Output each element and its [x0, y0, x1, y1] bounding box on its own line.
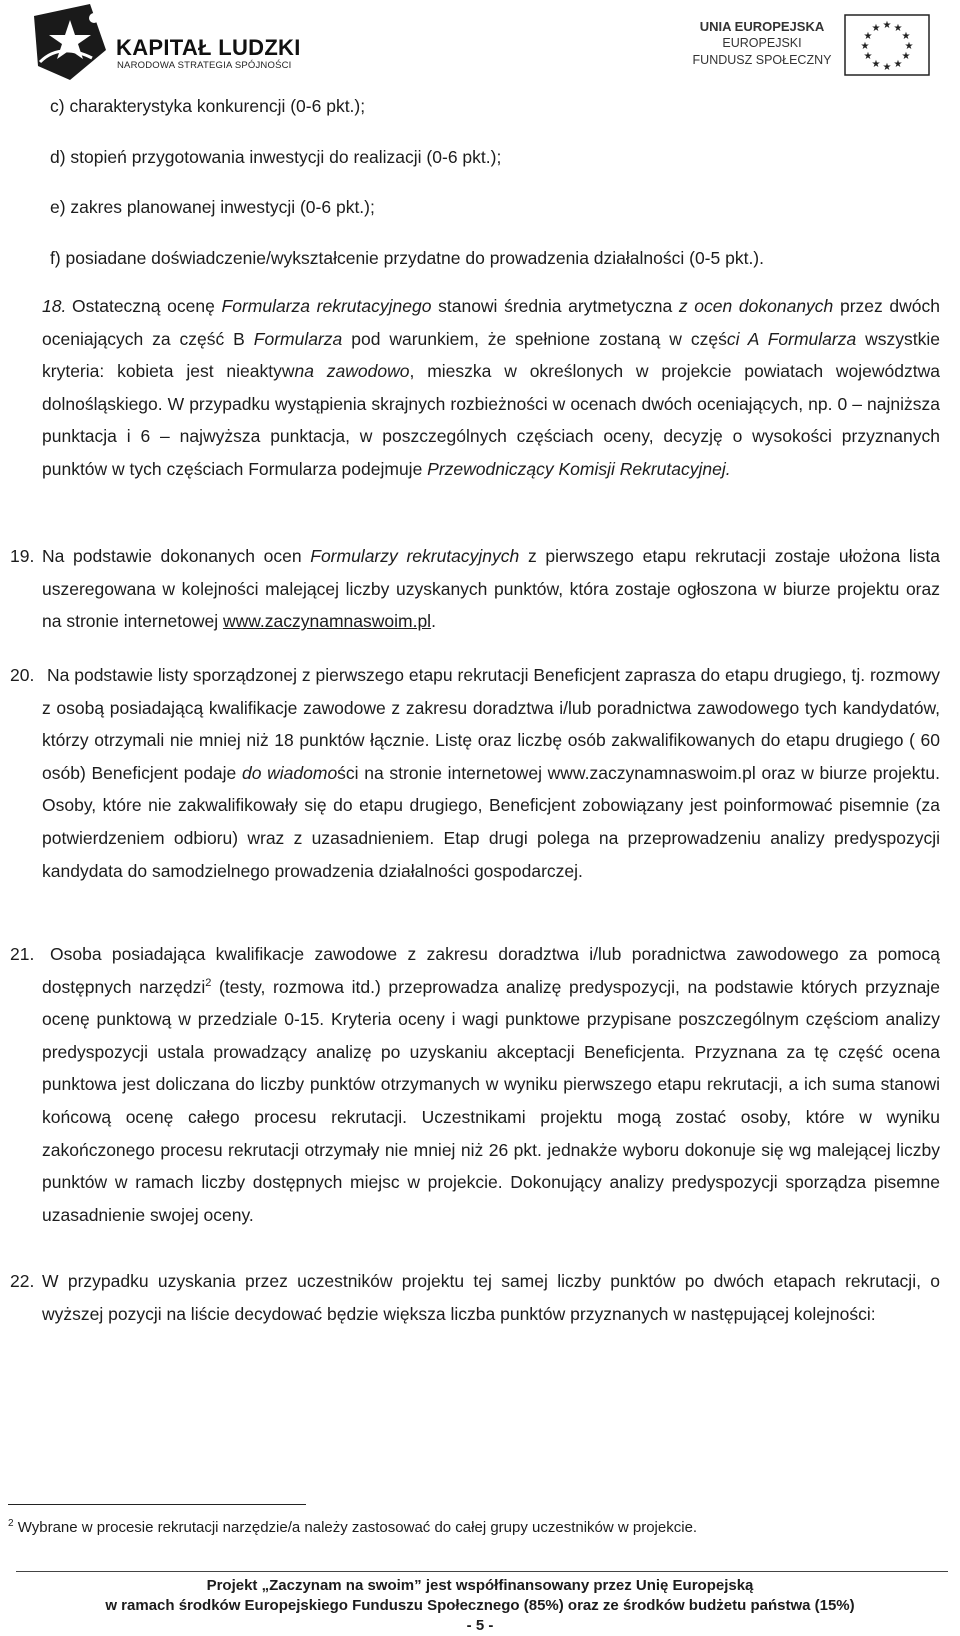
- svg-text:★: ★: [863, 31, 873, 42]
- paragraph-number: 21.: [10, 944, 35, 964]
- svg-text:★: ★: [882, 62, 892, 73]
- paragraph-18: [42, 290, 940, 486]
- svg-text:★: ★: [871, 23, 881, 34]
- kapital-ludzki-title: KAPITAŁ LUDZKI: [116, 35, 301, 60]
- paragraph-number: 20.: [10, 665, 35, 685]
- footnote-ref: 2: [205, 976, 212, 989]
- paragraph-number: 22.: [10, 1271, 35, 1291]
- svg-text:★: ★: [901, 51, 911, 62]
- list-item: c) charakterystyka konkurencji (0-6 pkt.);: [50, 96, 366, 116]
- paragraph-text: Na podstawie listy sporządzonej z pierwszego etapu rekrutacji Beneficjent zaprasza do etapu drugiego, tj. rozmowy z osobą posiadającą kwalifikacje zawodowe z zakresu doradztwa i/lub poradnictwa zawodowego tych kandydatów, którzy otrzymali nie mniej niż 18 punktów łącznie. Listę oraz liczbę osób zakwalifikowanych do etapu drugiego ( 60 osób) Beneficjent podaje do wiadomości na stronie internetowej www.zaczynamnaswoim.pl oraz w biurze projektu. Osoby, które nie zakwalifikowały się do etapu drugiego, Beneficjent zobowiązany jest poinformować pisemnie (za potwierdzeniem odbioru) wraz z uzasadnieniem. Etap drugi polega na przeprowadzeniu analizy predyspozycji kandydata do samodzielnego prowadzenia działalności gospodarczej.: [42, 665, 940, 881]
- paragraph-19: [10, 540, 940, 638]
- list-item: f) posiadane doświadczenie/wykształcenie przydatne do prowadzenia działalności (0-5 pkt.).: [50, 248, 764, 268]
- paragraph-text: Na podstawie dokonanych ocen Formularzy rekrutacyjnych z pierwszego etapu rekrutacji zostaje ułożona lista uszeregowana w kolejności malejącej liczby uzyskanych punktów, która zostaje ogłoszona w biurze projektu oraz na stronie internetowej www.zaczynamnaswoim.pl.: [42, 546, 940, 632]
- eu-fund-line2: FUNDUSZ SPOŁECZNY: [692, 53, 832, 67]
- svg-text:★: ★: [893, 59, 903, 70]
- list-item: d) stopień przygotowania inwestycji do realizacji (0-6 pkt.);: [50, 147, 502, 167]
- website-link[interactable]: www.zaczynamnaswoim.pl: [222, 611, 432, 632]
- svg-text:★: ★: [871, 59, 881, 70]
- page-number: - 5 -: [466, 1617, 494, 1634]
- svg-text:★: ★: [901, 31, 911, 42]
- paragraph-text: W przypadku uzyskania przez uczestników projektu tej samej liczby punktów po dwóch etapach rekrutacji, o wyższej pozycji na liście decydować będzie większa liczba punktów przyznanych w następującej kolejności:: [42, 1271, 940, 1324]
- footer-line-1: Projekt „Zaczynam na swoim” jest współfinansowany przez Unię Europejską: [206, 1577, 754, 1594]
- svg-text:★: ★: [863, 51, 873, 62]
- paragraph-number: 19.: [10, 546, 35, 566]
- list-item: e) zakres planowanej inwestycji (0-6 pkt.);: [50, 197, 375, 217]
- paragraph-21: [10, 938, 940, 1231]
- svg-text:★: ★: [893, 23, 903, 34]
- svg-text:★: ★: [860, 41, 870, 52]
- footer-line-2: w ramach środków Europejskiego Funduszu Społecznego (85%) oraz ze środków budżetu państwa (15%): [105, 1597, 855, 1614]
- eu-fund-line1: EUROPEJSKI: [722, 36, 802, 50]
- eu-name: UNIA EUROPEJSKA: [699, 19, 825, 34]
- svg-text:★: ★: [882, 20, 892, 31]
- paragraph-text: Ostateczną ocenę Formularza rekrutacyjnego stanowi średnia arytmetyczna z ocen dokonanych przez dwóch oceniających za część B Formularza pod warunkiem, że spełnione zostaną w części A Formularza wszystkie kryteria: kobieta jest nieaktywna zawodowo, mieszka w określonych w projekcie powiatach województwa dolnośląskiego. W przypadku wystąpienia skrajnych rozbieżności w ocenach dwóch oceniających, np. 0 – najniższa punktacja i 6 – najwyższa punktacja, w poszczególnych częściach oceny, decyzję o wysokości przyznanych punktów w tych częściach Formularza podejmuje Przewodniczący Komisji Rekrutacyjnej.: [42, 296, 941, 479]
- footnote-divider: [8, 1504, 306, 1505]
- footer-divider: [16, 1571, 948, 1572]
- paragraph-20: [10, 659, 940, 887]
- paragraph-text: Osoba posiadająca kwalifikacje zawodowe z zakresu doradztwa i/lub poradnictwa zawodowego za pomocą dostępnych narzędzi$^2$ (testy, rozmowa itd.) przeprowadza analizę predyspozycji, na podstawie których przyznaje ocenę punktową w przedziale 0-15. Kryteria oceny i wagi punktowe przypisane poszczególnym częściom analizy predyspozycji ustala prowadzący analizę po uzyskaniu akceptacji Beneficjenta. Przyznana za tę część ocena punktowa jest doliczana do liczby punktów otrzymanych w wyniku pierwszego etapu rekrutacji, a ich suma stanowi końcową ocenę całego procesu rekrutacji. Uczestnikami projektu mogą zostać osoby, które w wyniku zakończonego procesu rekrutacji otrzymały nie mniej niż 26 pkt. jednakże wyboru dokonuje się wg malejącej liczby punktów w ramach liczby dostępnych miejsc w projekcie. Dokonujący analizy predyspozycji sporządza pisemne uzasadnienie swojej oceny.: [42, 944, 940, 1225]
- paragraph-number: 18.: [42, 296, 67, 316]
- svg-text:★: ★: [904, 41, 914, 52]
- kapital-ludzki-subtitle: NARODOWA STRATEGIA SPÓJNOŚCI: [117, 60, 292, 71]
- paragraph-22: [10, 1265, 940, 1330]
- footnote: $^2$ Wybrane w procesie rekrutacji narzędzie/a należy zastosować do całej grupy uczestników w projekcie.: [8, 1518, 698, 1536]
